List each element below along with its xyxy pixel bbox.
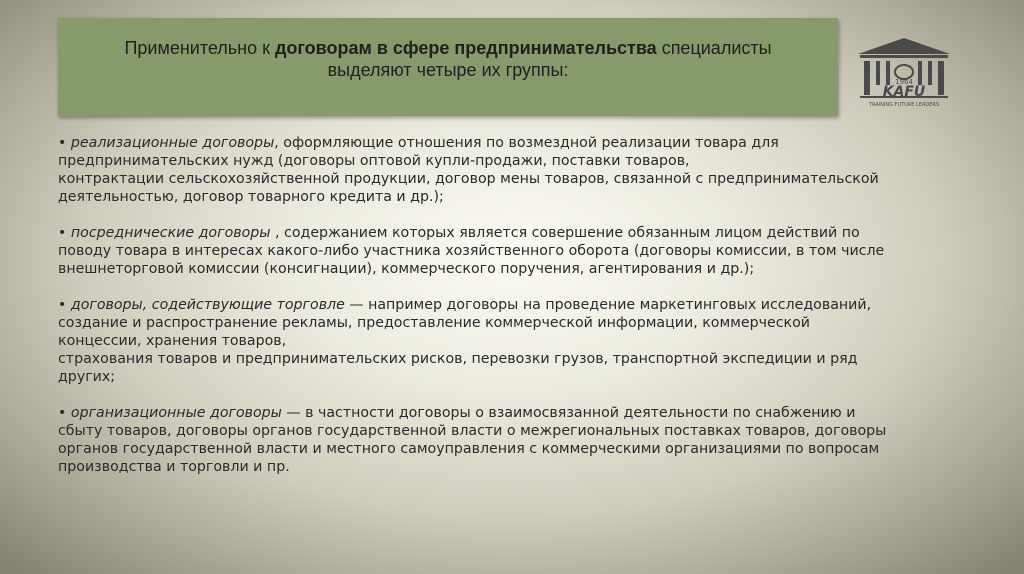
list-item: • договоры, содействующие торговле — например договоры на проведение маркетинговых исследований, создание и распространение рекламы, предоставление коммерческой информации, коммерческой концессии, хранения товаров, страхования товаров и предпринимательских рисков, перевозки грузов, транспортной экспедиции и ряд других; [58,297,872,385]
list-item: • посреднические договоры , содержанием которых является совершение обязанным лицом действий по поводу товара в интересах какого-либо участника хозяйственного оборота (договоры комиссии, в том числе внешнеторговой комиссии (консигнации), коммерческого поручения, агентирования и др.); [58,225,885,277]
bullet-term: посреднические договоры [70,225,271,241]
title-text-start: Применительно к [124,38,275,58]
list-item: • организационные договоры — в частности договоры о взаимосвязанной деятельности по снабжению и сбыту товаров, договоры органов государственной власти о межрегиональных поставках товаров, договоры органов государственной власти и местного самоуправления с коммерческими организациями по вопросам производства и торговли и пр. [58,405,887,475]
title-text-line2: выделяют четыре их группы: [327,60,569,80]
bullet-term: реализационные договоры [70,135,275,151]
title-text-end: специалисты [656,38,772,58]
logo-tagline: TRAINING FUTURE LEADERS [868,102,940,108]
bullet-term: договоры, содействующие торговле [70,297,345,313]
kafu-logo [852,34,956,114]
bullet-term: организационные договоры [70,405,282,421]
logo-year: 1964 [895,78,913,86]
list-item: • реализационные договоры, оформляющие отношения по возмездной реализации товара для предпринимательских нужд (договоры оптовой купли-продажи, поставки товаров, контрактации сельскохозяйственной продукции, договор мены товаров, связанной с предпринимательской деятельностью, договор товарного кредита и др.); [58,135,879,205]
logo-name: KAFU [882,84,926,100]
title-box [58,18,838,116]
title-text-bold: договорам в сфере предпринимательства [275,38,657,58]
slide-body [58,134,978,494]
slide-title [88,37,808,81]
